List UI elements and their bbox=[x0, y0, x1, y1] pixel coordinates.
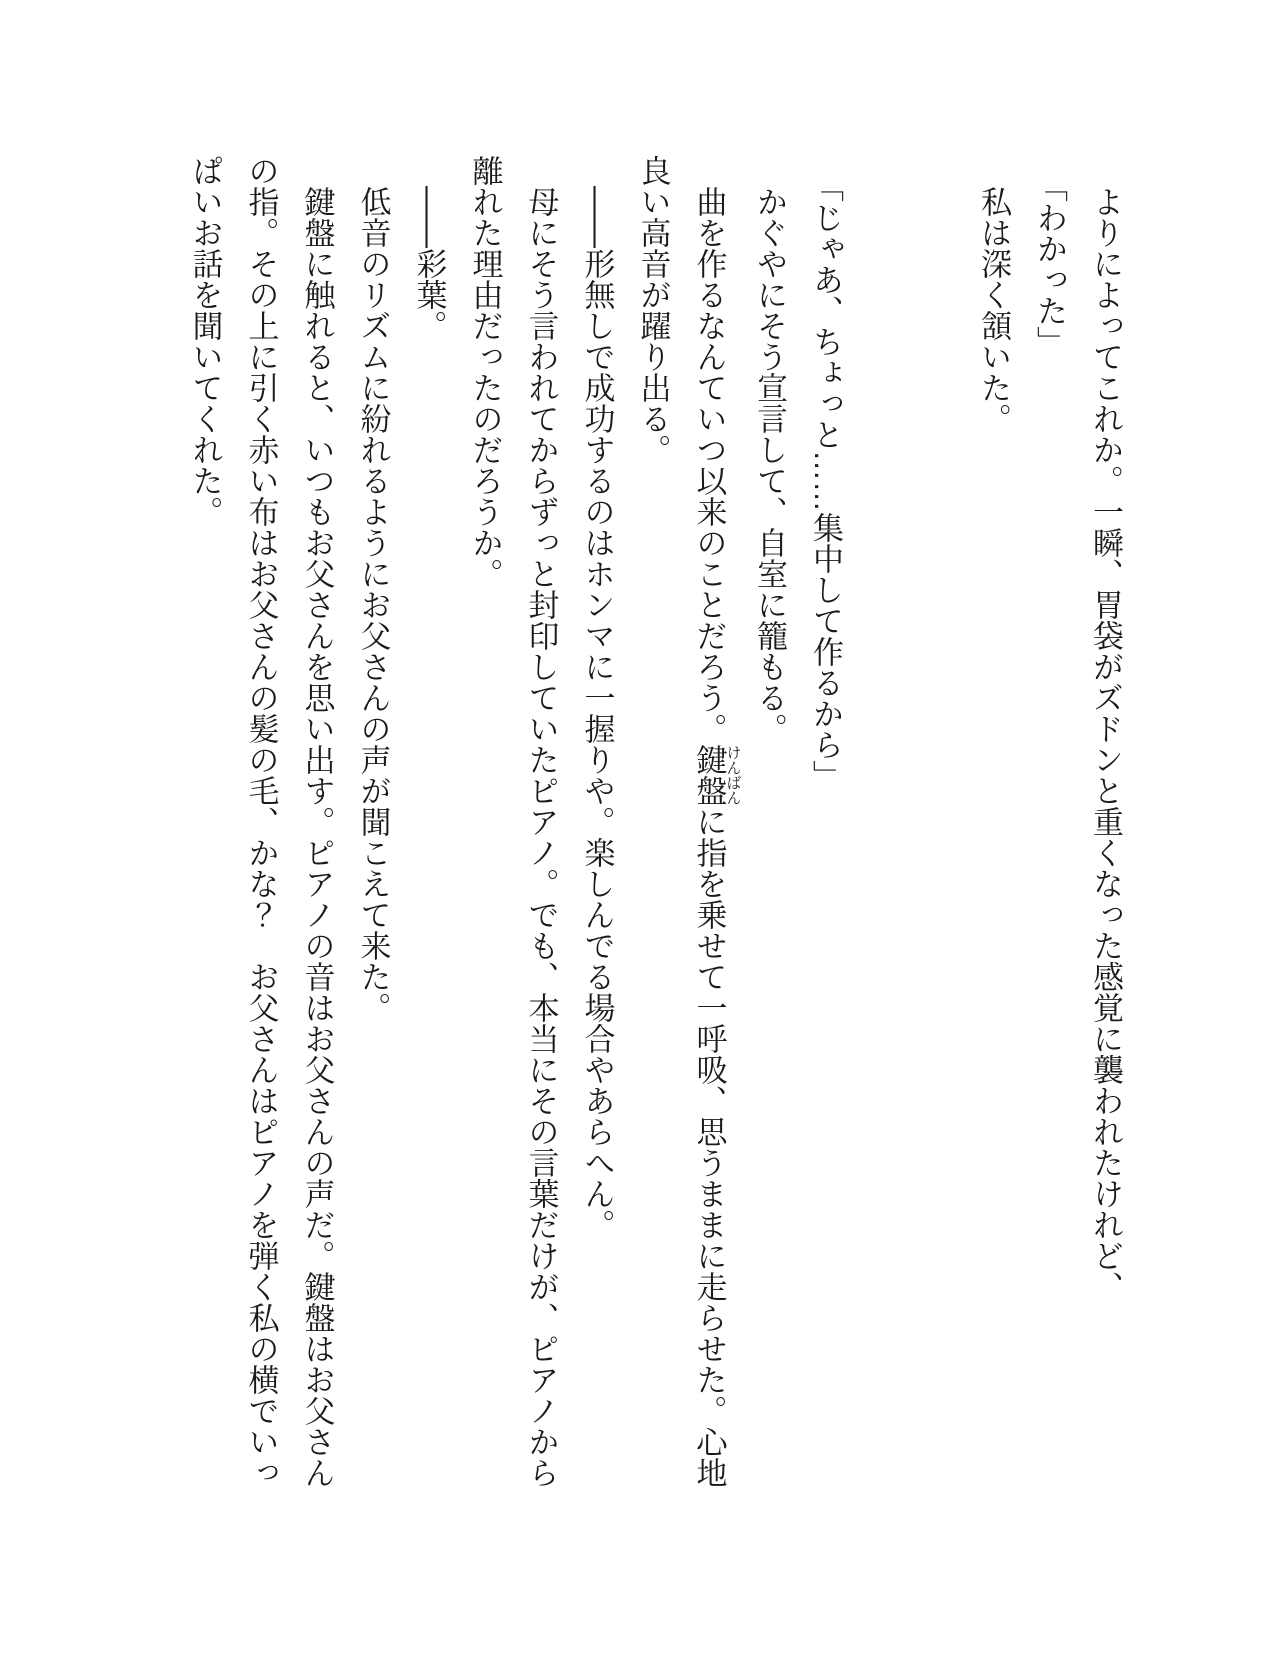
furigana-base: 鍵盤 bbox=[691, 744, 727, 806]
paragraph-6-text-after: に指を乗せて一呼吸、思うままに走らせた。心地良い高音が躍り出る。 bbox=[635, 155, 727, 1488]
paragraph-3: 私は深く頷いた。 bbox=[976, 186, 1011, 434]
paragraph-8: 母にそう言われてからずっと封印していたピアノ。でも、本当にその言葉だけが、ピアノから離れた理由だったのだろうか。 bbox=[467, 155, 559, 1488]
paragraph-5: かぐやにそう宣言して、自室に籠もる。 bbox=[752, 186, 787, 744]
paragraph-spacer-2 bbox=[853, 155, 909, 1495]
paragraph-1: よりによってこれか。一瞬、胃袋がズドンと重くなった感覚に襲われたけれど、 bbox=[1088, 186, 1123, 1302]
paragraph-4-dialogue: 「じゃあ、ちょっと……集中して作るから」 bbox=[808, 170, 843, 791]
furigana-reading: けんばん bbox=[724, 744, 742, 806]
paragraph-11: 鍵盤に触れると、いつもお父さんを思い出す。ピアノの音はお父さんの声だ。鍵盤はお父さんの指。その上に引く赤い布はお父さんの髪の毛、かな？ お父さんはピアノを弾く私の横でいっぱいお話を聞いてくれた。 bbox=[187, 155, 335, 1488]
paragraph-7-dash-monologue: ――形無しで成功するのはホンマに一握りや。楽しんでる場合やあらへん。 bbox=[579, 186, 615, 1240]
paragraph-6-with-furigana bbox=[625, 155, 742, 1495]
vertical-text-block bbox=[177, 155, 1134, 1495]
paragraph-10: 低音のリズムに紛れるようにお父さんの声が聞こえて来た。 bbox=[355, 186, 391, 1023]
paragraph-6-text-before: 曲を作るなんていつ以来のことだろう。 bbox=[691, 186, 727, 744]
paragraph-spacer-1 bbox=[909, 155, 965, 1495]
furigana-kenban bbox=[691, 744, 742, 806]
paragraph-2-dialogue: 「わかった」 bbox=[1032, 170, 1067, 357]
paragraph-9-dash-name: ――彩葉。 bbox=[411, 186, 447, 341]
